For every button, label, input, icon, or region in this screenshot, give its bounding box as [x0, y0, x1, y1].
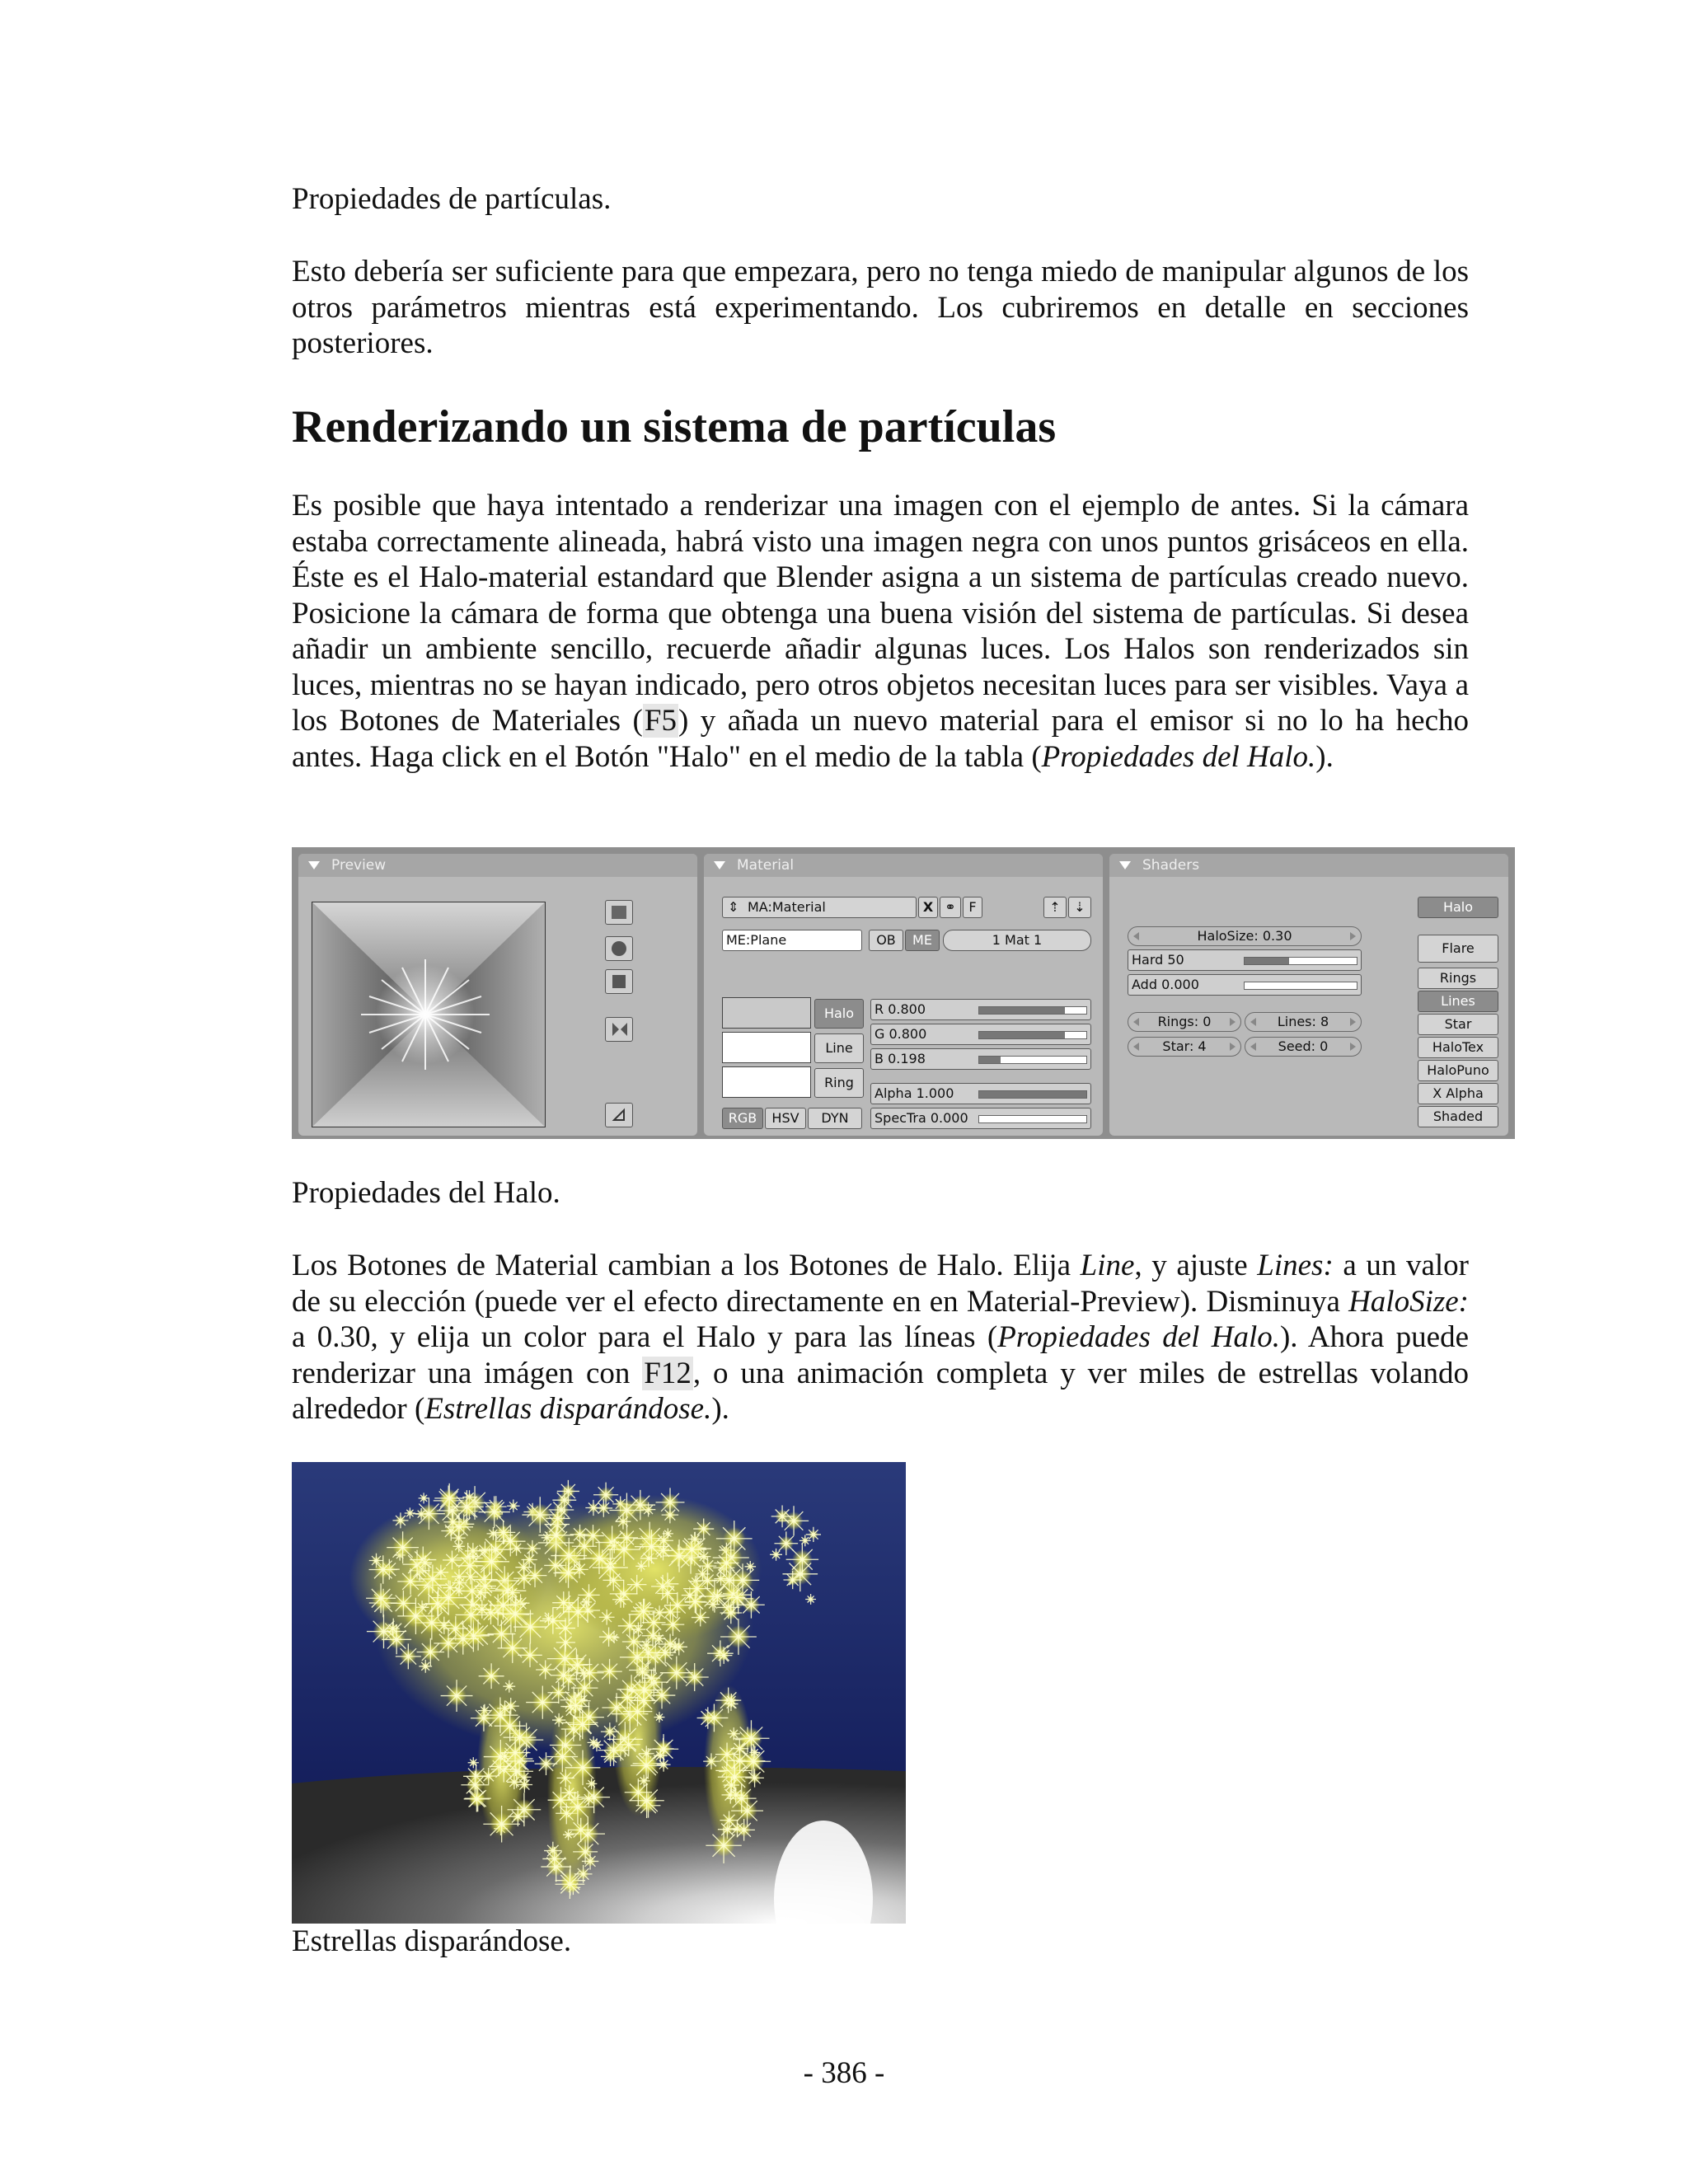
- material-unlink-button[interactable]: X: [918, 897, 938, 918]
- material-preview-image: [312, 902, 546, 1127]
- halo-color-swatch[interactable]: [722, 997, 811, 1029]
- stars-render-image: [292, 1462, 906, 1924]
- material-up-icon[interactable]: ⇡: [1043, 897, 1067, 918]
- red-slider[interactable]: R 0.800: [870, 999, 1091, 1020]
- ring-color-swatch[interactable]: [722, 1066, 811, 1098]
- halo-properties-screenshot: [292, 847, 1515, 1139]
- collapse-triangle-icon[interactable]: [308, 861, 320, 869]
- hard-slider[interactable]: Hard 50: [1128, 949, 1362, 971]
- halo-toggle-button[interactable]: Halo: [1418, 897, 1498, 918]
- alpha-slider[interactable]: Alpha 1.000: [870, 1083, 1091, 1104]
- ob-link-button[interactable]: OB: [869, 930, 903, 951]
- material-down-icon[interactable]: ⇣: [1068, 897, 1091, 918]
- spectra-slider[interactable]: SpecTra 0.000: [870, 1108, 1091, 1129]
- preview-sphere-button[interactable]: [605, 936, 633, 961]
- halopuno-toggle[interactable]: HaloPuno: [1418, 1060, 1498, 1081]
- material-fake-user-button[interactable]: F: [963, 897, 982, 918]
- caption-halo-properties: Propiedades del Halo.: [292, 1176, 560, 1210]
- paragraph-render: Es posible que haya intentado a renderizar una imagen con el ejemplo de antes. Si la cámara estaba correctamente alineada, habrá visto una imagen negra con unos puntos grisáceos en ella. Éste es el Halo-material estandard que Blender asigna a un sistema de partículas creado nuevo. Posicione la cámara de forma que obtenga una buena visión del sistema de partículas. Si desea añadir un ambiente sencillo, recuerde añadir algunas luces. Los Halos son renderizados sin luces, mientras no se hayan indicado, pero otros objetos necesitan luces para ser visibles. Vaya a los Botones de Materiales (F5) y añada un nuevo material para el emisor si no lo ha hecho antes. Haga click en el Botón "Halo" en el medio de la tabla (Propiedades del Halo.).: [292, 489, 1470, 774]
- rings-field[interactable]: Rings: 0: [1128, 1012, 1241, 1032]
- preview-refresh-button[interactable]: [605, 1103, 633, 1127]
- page-number: - 386 -: [803, 2056, 885, 2090]
- material-name-field[interactable]: ⇕ MA:Material: [722, 897, 917, 918]
- x-alpha-toggle[interactable]: X Alpha: [1418, 1083, 1498, 1104]
- star-field[interactable]: Star: 4: [1128, 1037, 1241, 1057]
- seed-field[interactable]: Seed: 0: [1245, 1037, 1362, 1057]
- ring-color-button[interactable]: Ring: [814, 1068, 864, 1098]
- halo-color-button[interactable]: Halo: [814, 999, 864, 1029]
- me-link-button[interactable]: ME: [905, 930, 940, 951]
- halotex-toggle[interactable]: HaloTex: [1418, 1037, 1498, 1058]
- hsv-mode-button[interactable]: HSV: [765, 1108, 806, 1129]
- rings-toggle[interactable]: Rings: [1418, 968, 1498, 989]
- section-heading: Renderizando un sistema de partículas: [292, 401, 1057, 452]
- star-toggle[interactable]: Star: [1418, 1014, 1498, 1035]
- preview-cube-button[interactable]: [605, 969, 633, 994]
- dyn-mode-button[interactable]: DYN: [808, 1108, 862, 1129]
- line-color-button[interactable]: Line: [814, 1033, 864, 1063]
- blue-slider[interactable]: B 0.198: [870, 1048, 1091, 1070]
- ref-halo-props-2: Propiedades del Halo.: [997, 1320, 1280, 1354]
- paragraph-halo-buttons: Los Botones de Material cambian a los Botones de Halo. Elija Line, y ajuste Lines: a un valor de su elección (puede ver el efecto directamente en en Material-Preview). Disminuya HaloSize: a 0.30, y elija un color para el Halo y para las líneas (Propiedades del Halo.). Ahora puede renderizar una imágen con F12, o una animación completa y ver miles de estrellas volando alrededor (Estrellas disparándose.).: [292, 1249, 1469, 1426]
- add-slider[interactable]: Add 0.000: [1128, 974, 1362, 996]
- material-panel: [704, 854, 1103, 1136]
- material-browse-icon[interactable]: ⇕: [728, 899, 739, 915]
- material-panel-header: Material: [704, 854, 1103, 877]
- ref-stars: Estrellas disparándose.: [424, 1392, 712, 1426]
- lines-field[interactable]: Lines: 8: [1245, 1012, 1362, 1032]
- material-users-icon[interactable]: ⚭: [940, 897, 961, 918]
- key-f5: F5: [644, 704, 677, 738]
- preview-panel-header: Preview: [298, 854, 697, 877]
- green-slider[interactable]: G 0.800: [870, 1024, 1091, 1045]
- shaders-panel-header: Shaders: [1109, 854, 1508, 877]
- shaded-toggle[interactable]: Shaded: [1418, 1106, 1498, 1127]
- preview-plane-button[interactable]: [605, 900, 633, 925]
- key-f12: F12: [644, 1356, 692, 1390]
- mesh-name-field[interactable]: ME:Plane: [722, 930, 862, 951]
- line-color-swatch[interactable]: [722, 1032, 811, 1063]
- flare-toggle[interactable]: Flare: [1418, 935, 1498, 963]
- collapse-triangle-icon[interactable]: [714, 861, 725, 869]
- lines-toggle[interactable]: Lines: [1418, 991, 1498, 1012]
- collapse-triangle-icon[interactable]: [1119, 861, 1131, 869]
- preview-panel: [298, 854, 697, 1136]
- caption-particles: Propiedades de partículas.: [292, 182, 612, 216]
- preview-background-button[interactable]: [605, 1017, 633, 1042]
- shaders-panel: [1109, 854, 1508, 1136]
- halosize-field[interactable]: HaloSize: 0.30: [1128, 926, 1362, 946]
- paragraph-intro: Esto debería ser suficiente para que empezara, pero no tenga miedo de manipular algunos de los otros parámetros mientras está experimentando. Los cubriremos en detalle en secciones posteriores.: [292, 255, 1469, 360]
- material-index-field[interactable]: 1 Mat 1: [943, 930, 1091, 951]
- caption-stars: Estrellas disparándose.: [292, 1924, 572, 1958]
- rgb-mode-button[interactable]: RGB: [722, 1108, 763, 1129]
- ref-halo-props: Propiedades del Halo.: [1041, 739, 1316, 774]
